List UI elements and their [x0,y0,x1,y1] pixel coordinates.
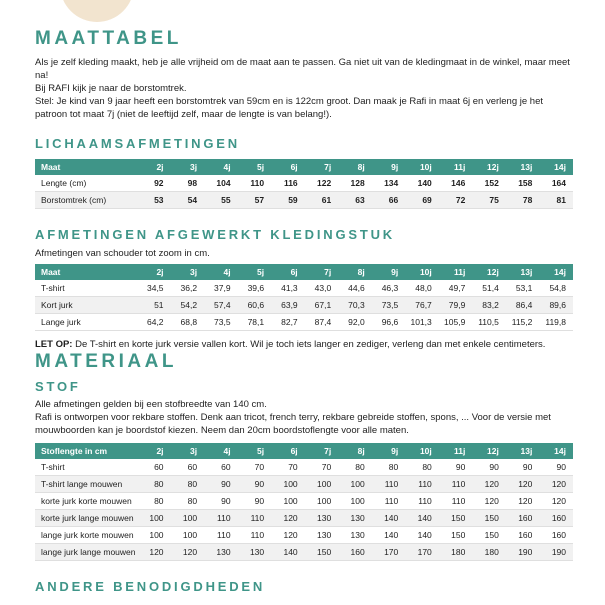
cell-value: 70 [321,461,332,472]
cell-value: 130 [350,512,365,523]
cell-value: 160 [551,529,566,540]
size-column-header: 11j [453,161,466,172]
cell-value: 130 [350,529,365,540]
cell-value: 130 [317,529,332,540]
cell-value: 80 [187,478,198,489]
cell-value: 130 [249,546,265,557]
cell-value: 140 [417,512,432,523]
example-paragraph: Stel: Je kind van 9 jaar heeft een borstomtrek van 59cm en is 122cm groot. Dan maak je Rafi in maat 6j en verleng je het patroon tot maat 7j (niet de leeftijd zelf, maar de lengte is van belang!). [35,96,543,120]
size-column-header: 9j [391,445,399,456]
cell-value: 160 [518,512,533,523]
cell-value: 130 [317,512,332,523]
size-column-header: 10j [419,266,432,277]
cell-value: 76,7 [415,299,432,310]
table-header-label: Maat [41,266,61,277]
table-row [35,493,573,510]
table-body [35,175,573,209]
size-column-header: 12j [487,445,499,456]
cell-value: 80 [187,495,198,506]
finished-garment-table [35,264,573,331]
cell-value: 98 [187,177,198,188]
cell-value: 53,1 [515,282,533,293]
row-label: Lange jurk [41,316,81,327]
cell-value: 150 [317,546,332,557]
cell-value: 100 [149,529,164,540]
cell-value: 90 [556,461,566,472]
cell-value: 140 [283,546,298,557]
size-column-header: 11j [453,266,466,277]
size-column-header: 2j [156,161,164,172]
size-column-header: 7j [324,445,332,456]
rafi-note-paragraph: Bij RAFI kijk je naar de borstomtrek. [35,83,187,94]
cell-value: 104 [216,177,231,188]
size-column-header: 13j [520,445,533,456]
cell-value: 72 [455,194,466,205]
size-column-header: 13j [520,266,533,277]
cell-value: 152 [484,177,499,188]
cell-value: 80 [154,495,164,506]
cell-value: 110 [384,495,399,506]
cell-value: 80 [355,461,365,472]
table-row [35,192,573,209]
cell-value: 73,5 [214,316,231,327]
table-body [35,280,573,331]
table-row [35,459,573,476]
table-header-label: Maat [41,161,61,172]
stof-subtitle: STOF [35,379,81,394]
cell-value: 44,6 [348,282,365,293]
size-column-header: 2j [156,266,164,277]
size-column-header: 8j [357,161,365,172]
cell-value: 190 [518,546,533,557]
row-label: T-shirt lange mouwen [41,478,123,489]
cell-value: 49,7 [448,282,466,293]
cell-value: 78,1 [247,316,265,327]
cell-value: 120 [518,478,533,489]
cell-value: 110 [418,478,432,489]
cell-value: 75 [489,194,499,205]
cell-value: 160 [551,512,566,523]
cell-value: 41,3 [281,282,298,293]
cell-value: 180 [484,546,499,557]
cell-value: 63 [355,194,365,205]
cell-value: 120 [484,495,499,506]
table-header-row [35,159,573,175]
cell-value: 57 [254,194,265,205]
cell-value: 70 [254,461,265,472]
body-measurements-table [35,159,573,209]
cell-value: 134 [384,177,399,188]
cell-value: 100 [350,478,365,489]
cell-value: 89,6 [549,299,566,310]
size-column-header: 6j [290,445,298,456]
row-label: T-shirt [41,282,65,293]
afgewerkt-note: Afmetingen van schouder tot zoom in cm. [35,248,210,259]
cell-value: 36,2 [180,282,198,293]
table-header-row [35,443,573,459]
cell-value: 110 [217,529,231,540]
afgewerkt-title: AFMETINGEN AFGEWERKT KLEDINGSTUK [35,227,395,242]
size-column-header: 2j [156,445,164,456]
materiaal-title: MATERIAAL [35,351,177,372]
table-row [35,510,573,527]
row-label: T-shirt [41,461,65,472]
cell-value: 61 [321,194,332,205]
cell-value: 110 [250,177,265,188]
warning-label: LET OP: [35,339,73,350]
cell-value: 60 [154,461,164,472]
cell-value: 73,5 [381,299,399,310]
cell-value: 100 [182,512,198,523]
cell-value: 160 [350,546,365,557]
cell-value: 60 [187,461,198,472]
cell-value: 34,5 [146,282,164,293]
cell-value: 150 [451,512,466,523]
size-column-header: 4j [223,266,231,277]
size-column-header: 5j [257,445,265,456]
table-row [35,297,573,314]
cell-value: 64,2 [146,316,164,327]
table-row [35,476,573,493]
cell-value: 140 [384,512,399,523]
cell-value: 80 [388,461,399,472]
cell-value: 54,2 [180,299,198,310]
cell-value: 67,1 [314,299,332,310]
cell-value: 100 [317,495,332,506]
cell-value: 100 [350,495,365,506]
cell-value: 120 [551,495,566,506]
cell-value: 39,6 [247,282,265,293]
table-row [35,280,573,297]
size-column-header: 12j [487,161,499,172]
cell-value: 140 [417,529,432,540]
cell-value: 70,3 [348,299,365,310]
table-header-row [35,264,573,280]
warning-paragraph [35,338,573,351]
cell-value: 83,2 [482,299,499,310]
cell-value: 110,5 [478,316,499,327]
warning-text: De T-shirt en korte jurk versie vallen kort. Wil je toch iets langer en zediger, verleng dan met enkele centimeters. [72,339,546,350]
size-column-header: 14j [554,445,566,456]
cell-value: 110 [384,478,399,489]
size-column-header: 7j [324,266,332,277]
cell-value: 150 [451,529,466,540]
fabric-length-table [35,443,573,561]
cell-value: 90 [254,495,265,506]
cell-value: 92,0 [348,316,365,327]
cell-value: 120 [182,546,198,557]
cell-value: 60 [221,461,231,472]
decorative-circle [60,0,134,22]
cell-value: 90 [221,495,231,506]
size-column-header: 3j [189,445,198,456]
size-column-header: 10j [419,161,432,172]
cell-value: 160 [518,529,533,540]
table-row [35,314,573,331]
cell-value: 180 [451,546,466,557]
size-column-header: 4j [223,445,231,456]
cell-value: 119,8 [545,316,566,327]
cell-value: 43,0 [314,282,332,293]
size-column-header: 14j [554,266,566,277]
cell-value: 96,6 [381,316,399,327]
cell-value: 78 [522,194,533,205]
intro-paragraph: Als je zelf kleding maakt, heb je alle vrijheid om de maat aan te passen. Ga niet uit van de kledingmaat in de winkel, maar meet na! [35,57,570,81]
maattabel-title: MAATTABEL [35,28,182,49]
cell-value: 100 [283,478,298,489]
cell-value: 120 [283,529,298,540]
cell-value: 150 [484,529,499,540]
cell-value: 82,7 [281,316,298,327]
cell-value: 140 [384,529,399,540]
cell-value: 90 [221,478,231,489]
cell-value: 110 [250,512,265,523]
size-column-header: 8j [357,445,365,456]
cell-value: 81 [556,194,566,205]
cell-value: 79,9 [448,299,466,310]
size-column-header: 7j [324,161,332,172]
cell-value: 55 [221,194,231,205]
cell-value: 92 [154,177,164,188]
cell-value: 110 [250,529,265,540]
cell-value: 164 [551,177,566,188]
cell-value: 100 [149,512,164,523]
cell-value: 100 [283,495,298,506]
cell-value: 110 [451,478,466,489]
table-row [35,544,573,561]
cell-value: 90 [489,461,499,472]
cell-value: 116 [283,177,298,188]
cell-value: 100 [317,478,332,489]
cell-value: 170 [417,546,432,557]
cell-value: 120 [551,478,566,489]
cell-value: 53 [154,194,164,205]
lichaamsafmetingen-title: LICHAAMSAFMETINGEN [35,136,240,151]
cell-value: 69 [422,194,432,205]
size-column-header: 3j [189,266,198,277]
cell-value: 120 [283,512,298,523]
cell-value: 100 [182,529,198,540]
size-column-header: 9j [391,161,399,172]
cell-value: 128 [350,177,365,188]
size-column-header: 5j [257,161,265,172]
cell-value: 68,8 [180,316,198,327]
cell-value: 170 [384,546,399,557]
cell-value: 115,2 [511,316,533,327]
cell-value: 90 [455,461,466,472]
row-label: Borstomtrek (cm) [41,194,107,205]
size-column-header: 4j [223,161,231,172]
cell-value: 105,9 [444,316,466,327]
size-column-header: 11j [453,445,466,456]
cell-value: 120 [518,495,533,506]
cell-value: 122 [317,177,332,188]
cell-value: 140 [417,177,432,188]
size-column-header: 14j [554,161,566,172]
cell-value: 90 [254,478,265,489]
cell-value: 60,6 [247,299,265,310]
cell-value: 190 [551,546,566,557]
size-column-header: 10j [419,445,432,456]
cell-value: 130 [216,546,231,557]
cell-value: 37,9 [214,282,231,293]
cell-value: 120 [149,546,164,557]
cell-value: 110 [418,495,432,506]
cell-value: 63,9 [281,299,298,310]
cell-value: 110 [451,495,466,506]
row-label: korte jurk korte mouwen [41,495,132,506]
cell-value: 70 [288,461,298,472]
cell-value: 110 [217,512,231,523]
row-label: lange jurk lange mouwen [41,546,136,557]
table-header-label: Stoflengte in cm [41,445,108,456]
cell-value: 150 [484,512,499,523]
cell-value: 80 [422,461,432,472]
size-column-header: 8j [357,266,365,277]
table-row [35,175,573,192]
cell-value: 48,0 [415,282,432,293]
cell-value: 54 [187,194,198,205]
cell-value: 101,3 [410,316,432,327]
cell-value: 80 [154,478,164,489]
andere-benodigdheden-title: ANDERE BENODIGDHEDEN [35,579,266,594]
size-column-header: 5j [257,266,265,277]
size-column-header: 12j [487,266,499,277]
cell-value: 59 [288,194,298,205]
size-column-header: 9j [391,266,399,277]
cell-value: 51,4 [482,282,499,293]
cell-value: 146 [451,177,466,188]
stof-paragraph-2: Rafi is ontworpen voor rekbare stoffen. Denk aan tricot, french terry, rekbare gebreide stoffen, spons, ... Voor de versie met mouwboorden kan je boordstof kiezen. Neem dan 20cm boordstoflengte voor alle maten. [35,412,551,436]
cell-value: 57,4 [214,299,231,310]
stof-paragraph-1: Alle afmetingen gelden bij een stofbreedte van 140 cm. [35,399,267,410]
row-label: lange jurk korte mouwen [41,529,134,540]
cell-value: 46,3 [381,282,399,293]
row-label: korte jurk lange mouwen [41,512,134,523]
cell-value: 158 [518,177,533,188]
table-body [35,459,573,561]
cell-value: 86,4 [515,299,533,310]
table-row [35,527,573,544]
cell-value: 120 [484,478,499,489]
cell-value: 87,4 [314,316,332,327]
size-column-header: 6j [290,266,298,277]
row-label: Kort jurk [41,299,73,310]
size-column-header: 3j [189,161,198,172]
row-label: Lengte (cm) [41,177,87,188]
cell-value: 66 [388,194,399,205]
size-column-header: 6j [290,161,298,172]
cell-value: 54,8 [549,282,566,293]
cell-value: 51 [154,299,164,310]
size-column-header: 13j [520,161,533,172]
cell-value: 90 [522,461,533,472]
